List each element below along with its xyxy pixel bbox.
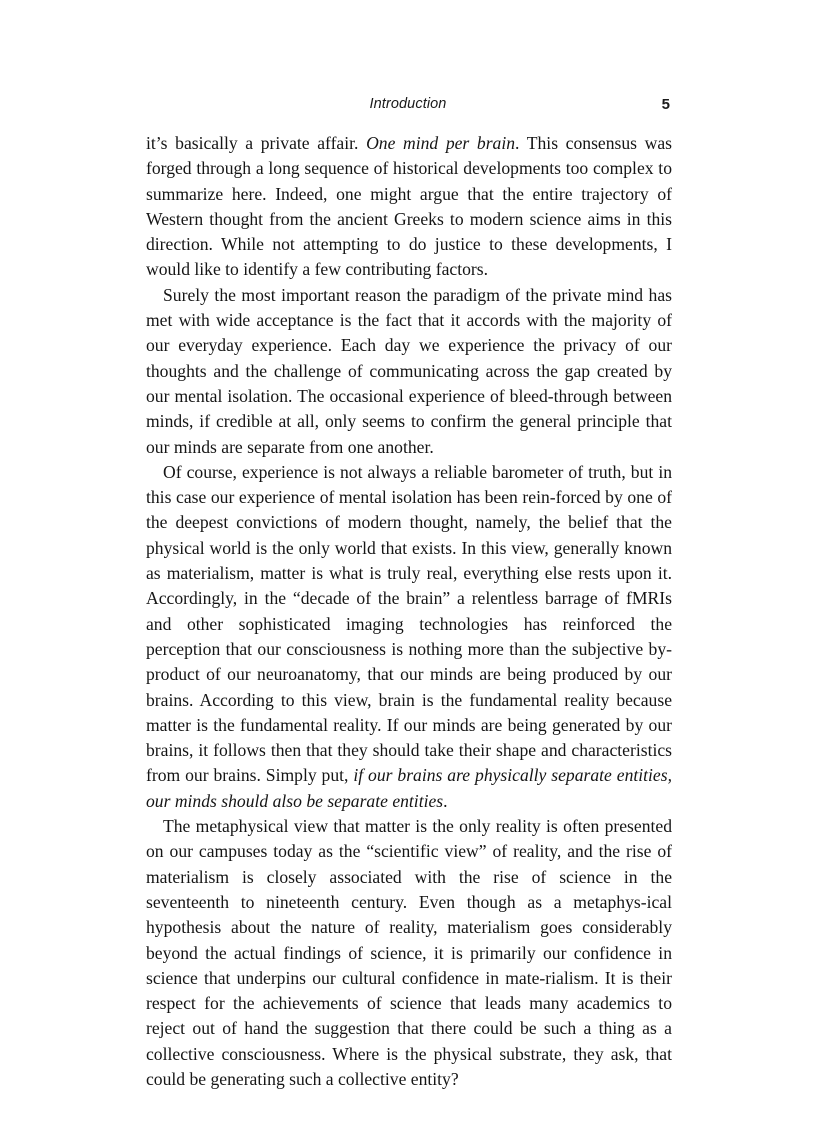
text-run: .	[443, 790, 448, 811]
paragraph	[146, 131, 672, 283]
text-run: Of course, experience is not always a reliable barometer of truth, but in this case our experience of mental isolation has been rein-forced by one of the deepest convictions of modern thought, namely, the belief that the physical world is the only world that exists. In this view, generally known as materialism, matter is what is truly real, everything else rests upon it. Accordingly, in the “decade of the brain” a relentless barrage of fMRIs and other sophisticated imaging technologies has reinforced the perception that our consciousness is nothing more than the subjective by-product of our neuroanatomy, that our minds are being produced by our brains. According to this view, brain is the fundamental reality because matter is the fundamental reality. If our minds are being generated by our brains, it follows then that they should take their shape and characteristics from our brains. Simply put,	[146, 461, 672, 786]
paragraph	[146, 283, 672, 460]
emphasis-run: if our brains are physically separate entities, our minds should also be separate entities	[146, 765, 672, 811]
text-run: . This consensus was forged through a long sequence of historical developments too complex to summarize here. Indeed, one might argue that the entire trajectory of Western thought from the ancient Greeks to modern science aims in this direction. While not attempting to do justice to these developments, I would like to identify a few contributing factors.	[146, 133, 673, 280]
running-head-title: Introduction	[369, 96, 447, 112]
text-run: it’s basically a private affair.	[146, 133, 367, 153]
page-number: 5	[661, 96, 670, 113]
running-head	[146, 96, 670, 118]
text-run: Surely the most important reason the paradigm of the private mind has met with wide acceptance is the fact that it accords with the majority of our everyday experience. Each day we experience the privacy of our thoughts and the challenge of communicating across the gap created by our mental isolation. The occasional experience of bleed-through between minds, if credible at all, only seems to confirm the general principle that our minds are separate from one another.	[146, 284, 672, 457]
text-run: The metaphysical view that matter is the only reality is often presented on our campuses today as the “scientific view” of reality, and the rise of materialism is closely associated with the rise of science in the seventeenth to nineteenth century. Even though as a metaphys-ical hypothesis about the nature of reality, materialism goes considerably beyond the actual findings of science, it is primarily our confidence in science that underpins our cultural confidence in mate-rialism. It is their respect for the achievements of science that leads many academics to reject out of hand the suggestion that there could be such a thing as a collective consciousness. Where is the physical substrate, they ask, that could be generating such a collective entity?	[146, 816, 672, 1089]
paragraph	[146, 460, 672, 814]
paragraph	[146, 814, 672, 1092]
body-text-block	[146, 131, 672, 1092]
emphasis-run: One mind per brain	[366, 133, 516, 153]
